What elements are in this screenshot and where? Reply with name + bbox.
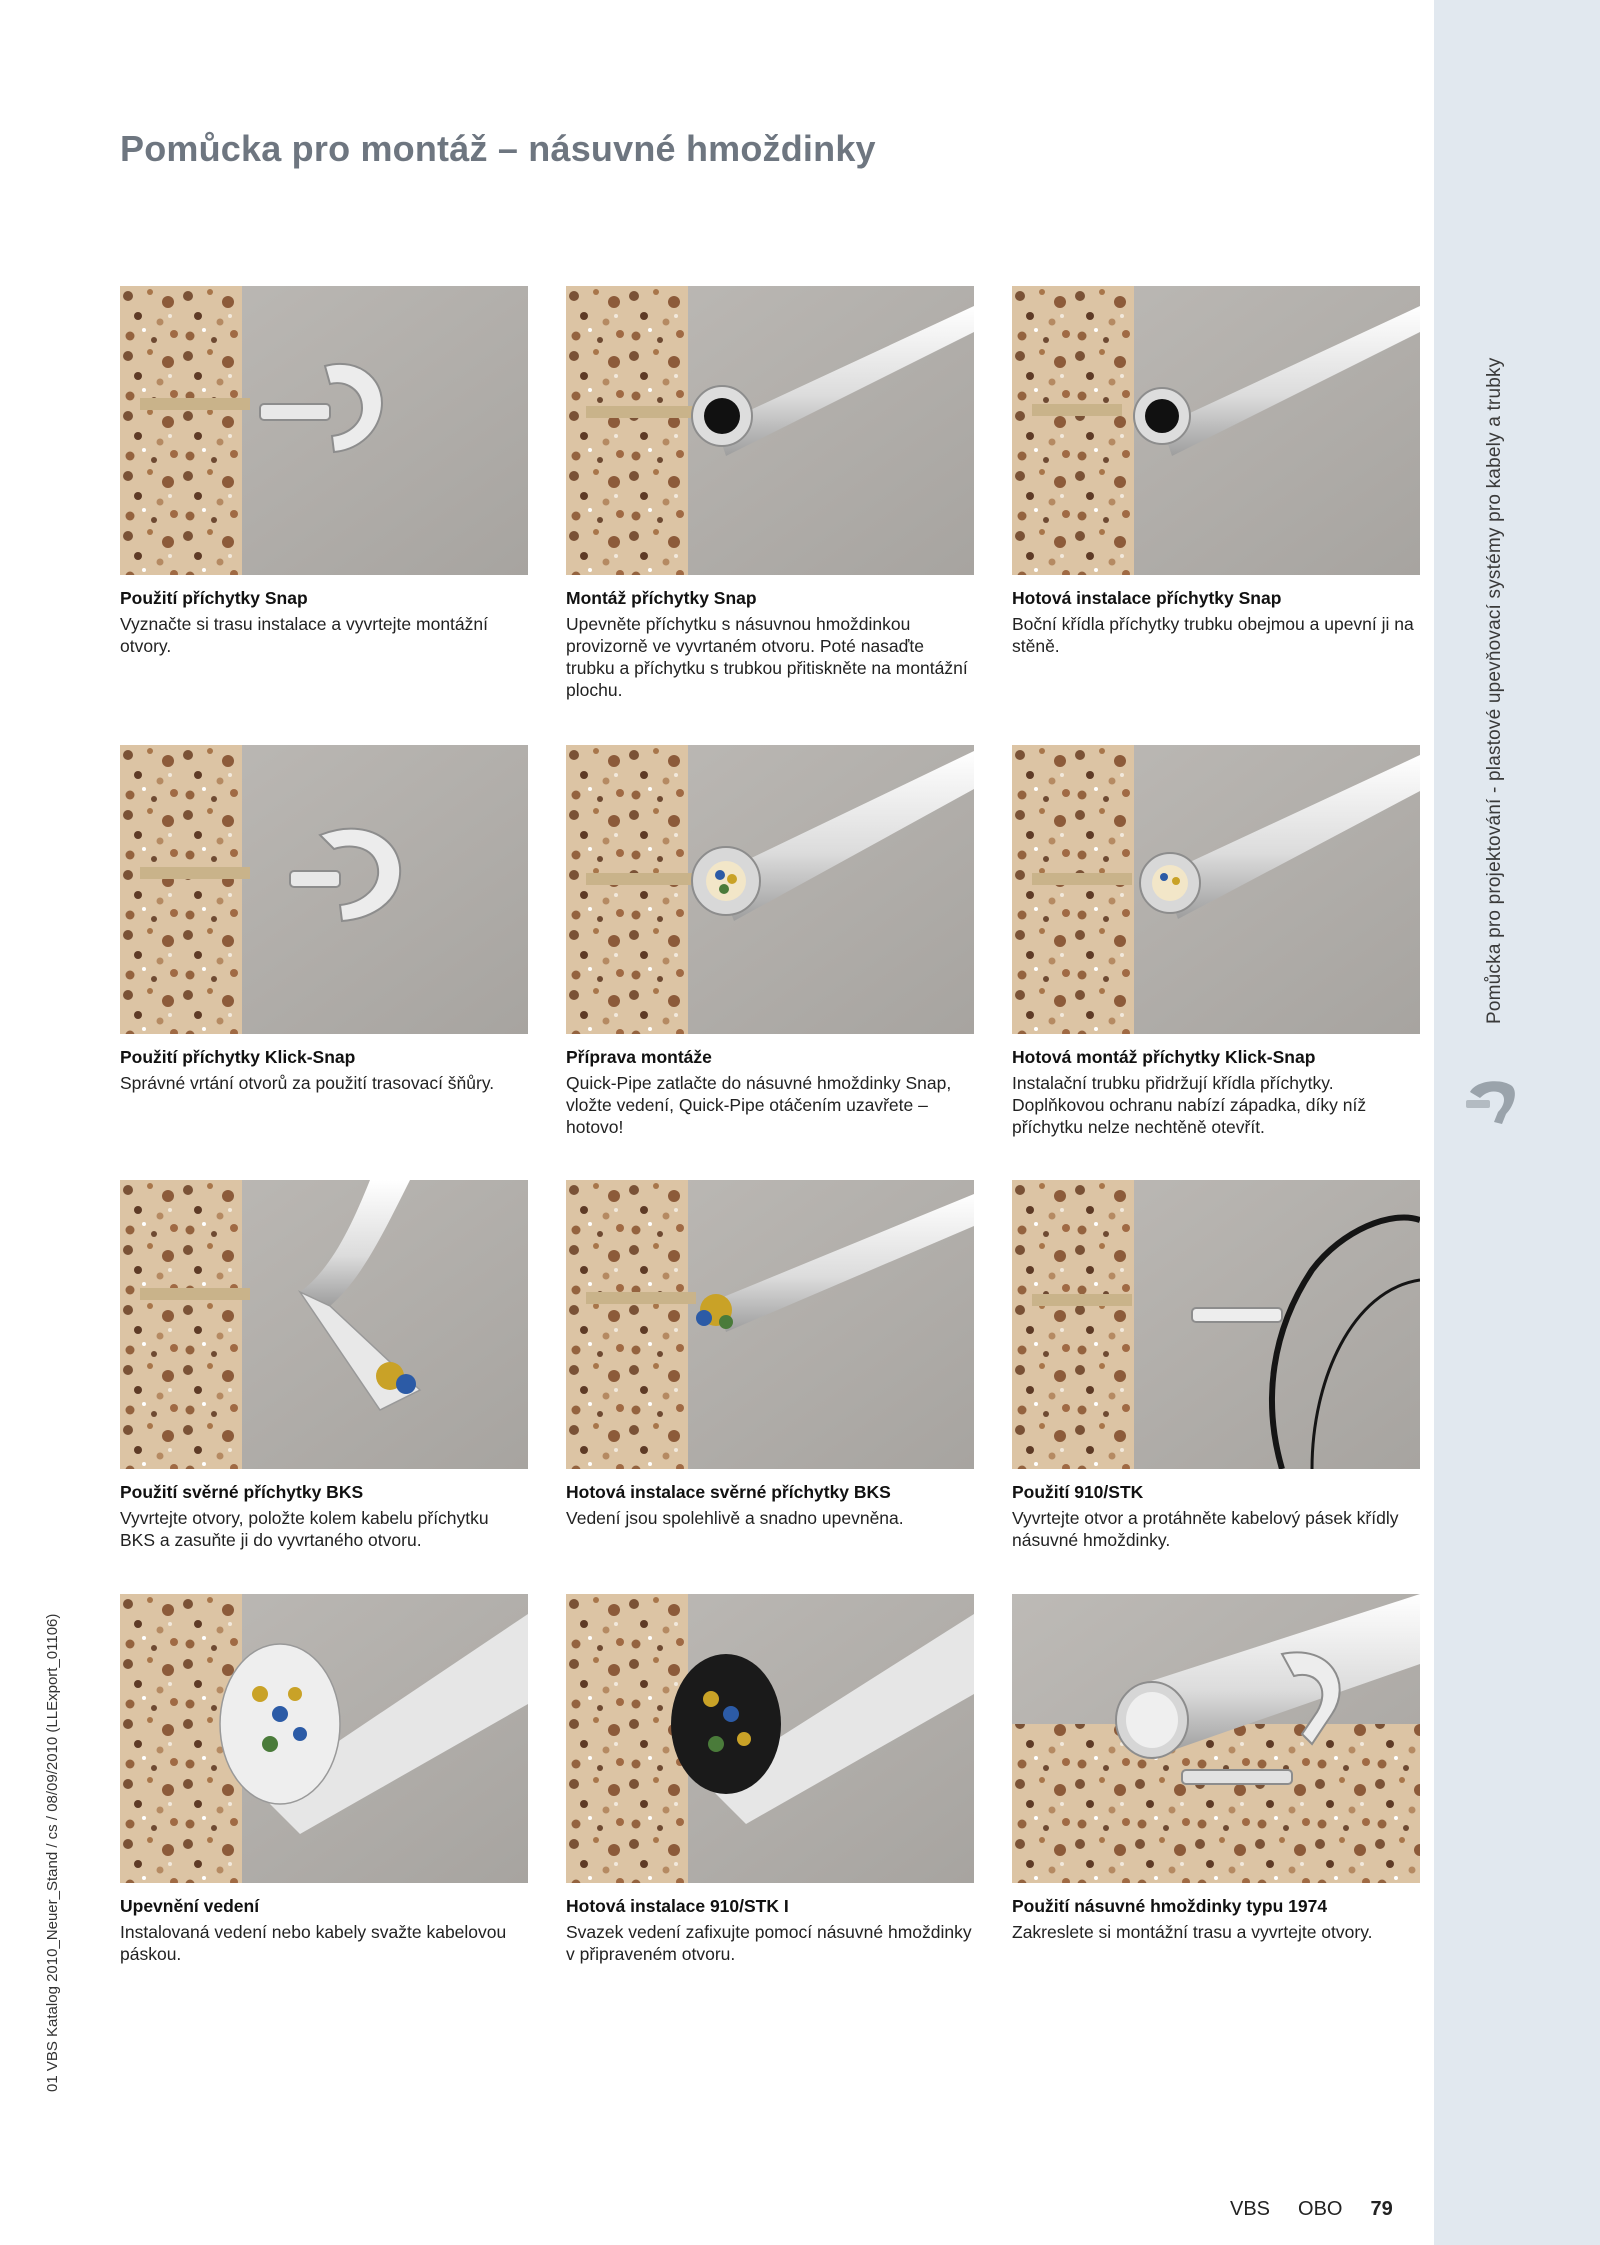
card-2-text: Upevněte příchytku s násuvnou hmoždinkou provizorně ve vyvrtaném otvoru. Poté nasaďte trubku a příchytku s trubkou přitiskněte na montážní plochu. [566,614,968,700]
photo-bundle-tie [120,1594,528,1883]
card-4 [120,745,528,1094]
page-number: 79 [1370,2198,1393,2220]
sidebar-text: Pomůcka pro projektování - plastové upevňovací systémy pro kabely a trubky [1484,357,1505,1024]
card-3-text: Boční křídla příchytky trubku obejmou a upevní ji na stěně. [1012,614,1414,656]
photo-bks-done [566,1180,974,1469]
card-8 [566,1180,974,1529]
card-10 [120,1594,528,1965]
card-1 [120,286,528,657]
card-11 [566,1594,974,1965]
footer [1230,2198,1393,2221]
card-7-title: Použití svěrné příchytky BKS [120,1482,364,1502]
photo-snap-clip [120,286,528,575]
card-2 [566,286,974,701]
footer-print-info: 01 VBS Katalog 2010_Neuer_Stand / cs / 08/09/2010 (LLExport_01106) [44,1613,61,2092]
obo-clip-logo-icon [1462,1072,1524,1130]
photo-1974-dowel [1012,1594,1420,1883]
card-8-text: Vedení jsou spolehlivě a snadno upevněna. [566,1508,904,1528]
photo-snap-pipe [566,286,974,575]
footer-brand-vbs: VBS [1230,2198,1271,2220]
card-12 [1012,1594,1420,1943]
card-1-text: Vyznačte si trasu instalace a vyvrtejte montážní otvory. [120,614,488,656]
card-10-title: Upevnění vedení [120,1896,260,1916]
page-title: Pomůcka pro montáž – násuvné hmoždinky [120,128,876,169]
card-1-title: Použití příchytky Snap [120,588,308,608]
photo-klick-snap-clip [120,745,528,1034]
card-6 [1012,745,1420,1138]
card-12-title: Použití násuvné hmoždinky typu 1974 [1012,1896,1328,1916]
card-4-title: Použití příchytky Klick-Snap [120,1047,356,1067]
photo-quick-pipe [566,745,974,1034]
card-5 [566,745,974,1138]
footer-brand-obo: OBO [1298,2198,1343,2220]
card-11-title: Hotová instalace 910/STK I [566,1896,789,1916]
card-6-text: Instalační trubku přidržují křídla příchytky. Doplňkovou ochranu nabízí západka, díky níž příchytku nelze nechtěně otevřít. [1012,1073,1367,1137]
card-6-title: Hotová montáž příchytky Klick-Snap [1012,1047,1316,1067]
card-9-title: Použití 910/STK [1012,1482,1144,1502]
card-7-text: Vyvrtejte otvory, položte kolem kabelu příchytku BKS a zasuňte ji do vyvrtaného otvoru. [120,1508,489,1550]
card-9-text: Vyvrtejte otvor a protáhněte kabelový pásek křídly násuvné hmoždinky. [1012,1508,1399,1550]
photo-snap-done [1012,286,1420,575]
card-9 [1012,1180,1420,1551]
card-5-text: Quick-Pipe zatlačte do násuvné hmoždinky Snap, vložte vedení, Quick-Pipe otáčením uzavřete – hotovo! [566,1073,952,1137]
card-3 [1012,286,1420,657]
card-3-title: Hotová instalace příchytky Snap [1012,588,1282,608]
card-12-text: Zakreslete si montážní trasu a vyvrtejte otvory. [1012,1922,1373,1942]
card-5-title: Příprava montáže [566,1047,712,1067]
card-8-title: Hotová instalace svěrné příchytky BKS [566,1482,891,1502]
card-2-title: Montáž příchytky Snap [566,588,757,608]
card-10-text: Instalovaná vedení nebo kabely svažte kabelovou páskou. [120,1922,507,1964]
photo-klick-snap-done [1012,745,1420,1034]
card-7 [120,1180,528,1551]
card-11-text: Svazek vedení zafixujte pomocí násuvné hmoždinky v připraveném otvoru. [566,1922,972,1964]
photo-bundle-done [566,1594,974,1883]
photo-910-stk [1012,1180,1420,1469]
photo-bks-clip [120,1180,528,1469]
card-4-text: Správné vrtání otvorů za použití trasovací šňůry. [120,1073,495,1093]
